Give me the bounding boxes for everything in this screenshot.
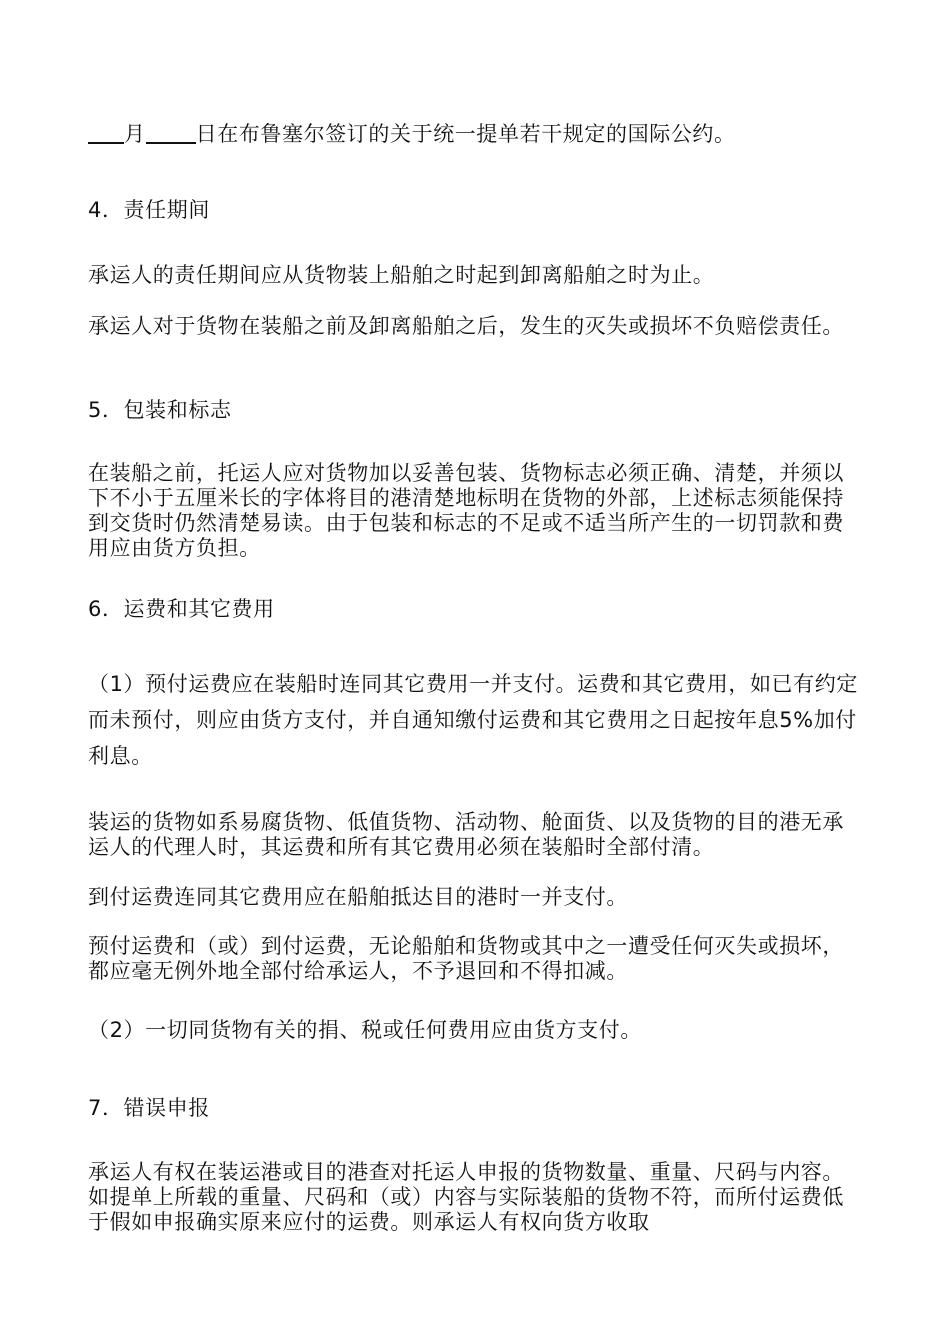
section-6-paragraph-3: 到付运费连同其它费用应在船舶抵达目的港时一并支付。	[88, 885, 628, 909]
section-4-paragraph-2: 承运人对于货物在装船之前及卸离船舶之后，发生的灭失或损坏不负赔偿责任。	[88, 314, 844, 338]
section-4-paragraph-1: 承运人的责任期间应从货物装上船舶之时起到卸离船舶之时为止。	[88, 263, 715, 287]
date-blank-month	[88, 122, 124, 144]
convention-text: 日在布鲁塞尔签订的关于统一提单若干规定的国际公约。	[195, 122, 736, 146]
section-5-heading: 5．包装和标志	[88, 398, 232, 422]
section-4-heading: 4．责任期间	[88, 198, 210, 222]
convention-line	[88, 122, 863, 147]
section-5-paragraph-1: 在装船之前，托运人应对货物加以妥善包装、货物标志必须正确、清楚，并须以下不小于五厘米长的字体将目的港清楚地标明在货物的外部，上述标志须能保持到交货时仍然清楚易读。由于包装和标志的不足或不适当所产生的一切罚款和费用应由货方负担。	[88, 461, 844, 560]
date-blank-day	[146, 122, 196, 144]
section-6-paragraph-2: 装运的货物如系易腐货物、低值货物、活动物、舱面货、以及货物的目的港无承运人的代理人时，其运费和所有其它费用必须在装船时全部付清。	[88, 810, 844, 859]
section-7-paragraph-1: 承运人有权在装运港或目的港查对托运人申报的货物数量、重量、尺码与内容。如提单上所载的重量、尺码和（或）内容与实际装船的货物不符，而所付运费低于假如申报确实原来应付的运费。则承运人有权向货方收取	[88, 1160, 844, 1234]
section-6-heading: 6．运费和其它费用	[88, 597, 275, 621]
section-7-heading: 7．错误申报	[88, 1096, 210, 1120]
section-6-paragraph-4: 预付运费和（或）到付运费，无论船舶和货物或其中之一遭受任何灭失或损坏，都应毫无例外地全部付给承运人，不予退回和不得扣减。	[88, 934, 844, 983]
section-6-paragraph-5: （2）一切同货物有关的捐、税或任何费用应由货方支付。	[88, 1018, 642, 1042]
section-6-paragraph-1: （1）预付运费应在装船时连同其它费用一并支付。运费和其它费用，如已有约定而未预付，则应由货方支付，并自通知缴付运费和其它费用之日起按年息5%加付利息。	[88, 672, 858, 768]
month-label: 月	[124, 122, 146, 146]
